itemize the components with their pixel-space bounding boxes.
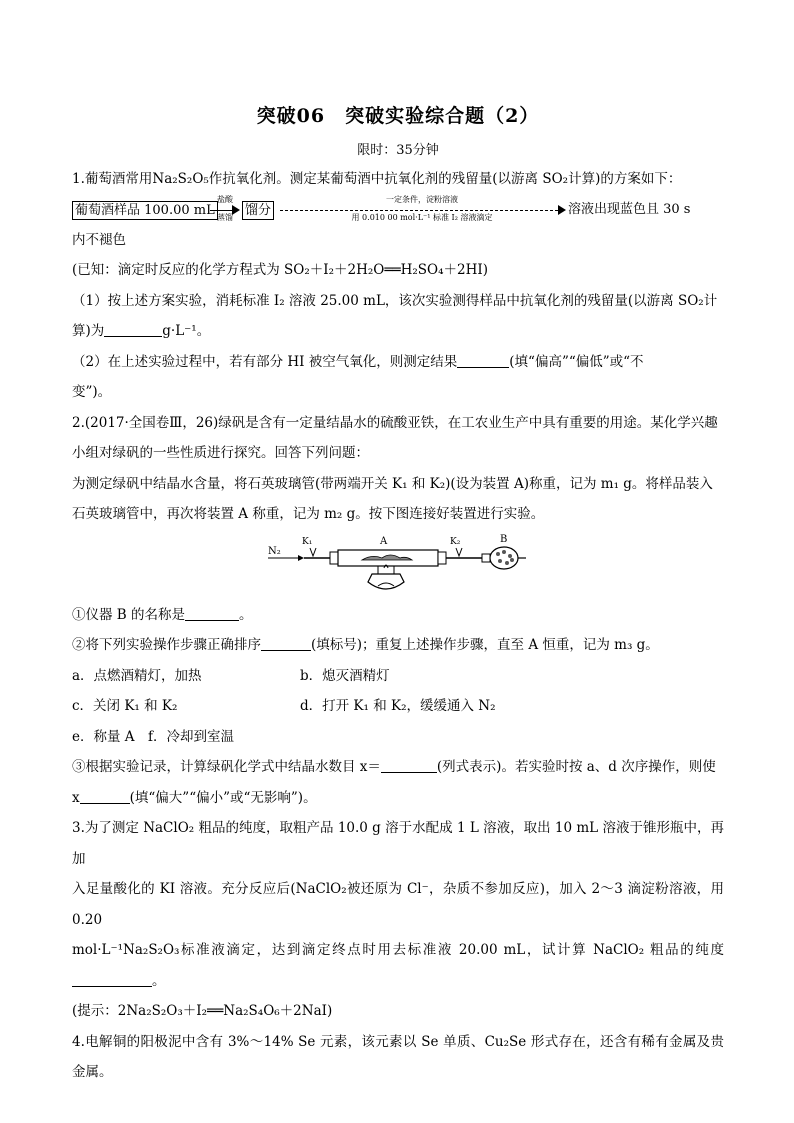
label-k1: K₁ (302, 536, 313, 547)
q1-part1-line2: 算)为 g·L⁻¹。 (72, 323, 211, 339)
answer-blank[interactable] (185, 606, 239, 621)
q1-part1-line1: （1）按上述方案实验，消耗标准 I₂ 溶液 25.00 mL，该次实验测得样品中抗氧化剂的残留量(以游离 SO₂计 (72, 292, 718, 309)
document-page (72, 100, 724, 1088)
q2-intro-line3: 为测定绿矾中结晶水含量，将石英玻璃管(带两端开关 K₁ 和 K₂)(设为装置 A)称重，记为 m₁ g。将样品装入 (72, 475, 713, 492)
label-n2: N₂ (268, 545, 281, 557)
answer-blank[interactable] (72, 972, 152, 987)
q1-known: (已知：滴定时反应的化学方程式为 SO₂＋I₂＋2H₂O══H₂SO₄＋2HI) (72, 262, 489, 278)
answer-blank[interactable] (457, 353, 509, 368)
label-k2: K₂ (450, 536, 461, 547)
q3-line3: mol·L⁻¹Na₂S₂O₃标准液滴定，达到滴定终点时用去标准液 20.00 mL，试计算 NaClO₂ 粗品的纯度。 (72, 942, 724, 989)
answer-blank[interactable] (261, 636, 311, 651)
time-limit: 限时：35分钟 (357, 143, 439, 158)
flow-step2-bottom: 用 0.010 00 mol·L⁻¹ 标准 I₂ 溶液滴定 (351, 212, 493, 222)
apparatus-svg (72, 530, 724, 600)
page-title: 突破06 突破实验综合题（2） (256, 105, 540, 127)
q4-line1: 4.电解铜的阳极泥中含有 3%～14% Se 元素，该元素以 Se 单质、Cu₂Se 形式存在，还含有稀有金属及贵金属。 (72, 1033, 724, 1080)
q2-sub3: ③根据实验记录，计算绿矾化学式中结晶水数目 x＝ (列式表示)。若实验时按 a、d 次序操作，则使 (72, 759, 716, 775)
flow-result: 溶液出现蓝色且 30 s (568, 201, 691, 217)
q2-options-row1: a．点燃酒精灯，加热 b．熄灭酒精灯 (72, 667, 390, 684)
q2-intro-line1: 2.(2017·全国卷Ⅲ，26)绿矾是含有一定量结晶水的硫酸亚铁，在工农业生产中具有重要的用途。某化学兴趣 (72, 414, 718, 431)
flow-arrow-icon (558, 205, 566, 215)
q2-options-row3: e．称量 A f．冷却到室温 (72, 728, 235, 745)
q2-intro-line2: 小组对绿矾的一些性质进行探究。回答下列问题： (72, 445, 369, 461)
label-a: A (380, 535, 388, 547)
apparatus-diagram (72, 530, 724, 600)
q2-sub1: ①仪器 B 的名称是 。 (72, 606, 253, 623)
answer-blank[interactable] (381, 758, 437, 773)
q2-intro-line4: 石英玻璃管中，再次将装置 A 称重，记为 m₂ g。按下图连接好装置进行实验。 (72, 506, 545, 522)
valve-k1-icon (310, 548, 316, 556)
flow-step1-bottom: 蒸馏 (217, 212, 233, 222)
flow-step2-top: 一定条件，淀粉溶液 (386, 194, 458, 204)
flow-box-distillate: 馏分 (242, 201, 274, 220)
q2-sub2: ②将下列实验操作步骤正确排序 (填标号)；重复上述操作步骤，直至 A 恒重，记为 m₃ g。 (72, 637, 659, 653)
q1-part2-line2: 变”)。 (72, 384, 112, 400)
q3-line1: 3.为了测定 NaClO₂ 粗品的纯度，取粗产品 10.0 g 溶于水配成 1 L 溶液，取出 10 mL 溶液于锥形瓶中，再加 (72, 820, 724, 867)
answer-blank[interactable] (80, 789, 130, 804)
label-b: B (500, 533, 508, 545)
answer-blank[interactable] (104, 322, 162, 337)
flow-step1-top: 盐酸 (217, 194, 233, 204)
flow-line (210, 210, 232, 211)
q1-part2-line1: （2）在上述实验过程中，若有部分 HI 被空气氧化，则测定结果 (填“偏高”“偏低”或“不 (72, 353, 644, 370)
valve-k2-icon (456, 548, 462, 556)
q1-flow-diagram (72, 195, 724, 225)
flow-box-sample: 葡萄酒样品 100.00 mL (72, 201, 218, 220)
q2-options-row2: c．关闭 K₁ 和 K₂ d．打开 K₁ 和 K₂，缓缓通入 N₂ (72, 698, 496, 714)
q1-flow-result-cont: 内不褪色 (72, 231, 126, 248)
q3-hint: (提示：2Na₂S₂O₃＋I₂══Na₂S₄O₆＋2NaI) (72, 1003, 333, 1019)
flow-arrow-icon (232, 205, 240, 215)
q1-intro: 1.葡萄酒常用Na₂S₂O₅作抗氧化剂。测定某葡萄酒中抗氧化剂的残留量(以游离 SO₂计算)的方案如下： (72, 171, 682, 187)
q3-line2: 入足量酸化的 KI 溶液。充分反应后(NaClO₂被还原为 Cl⁻，杂质不参加反应)，加入 2～3 滴淀粉溶液，用 0.20 (72, 881, 724, 928)
flow-dashed-line (280, 210, 558, 211)
q2-sub3-cont: x (填“偏大”“偏小”或“无影响”)。 (72, 789, 317, 806)
alcohol-lamp-icon (368, 574, 404, 589)
